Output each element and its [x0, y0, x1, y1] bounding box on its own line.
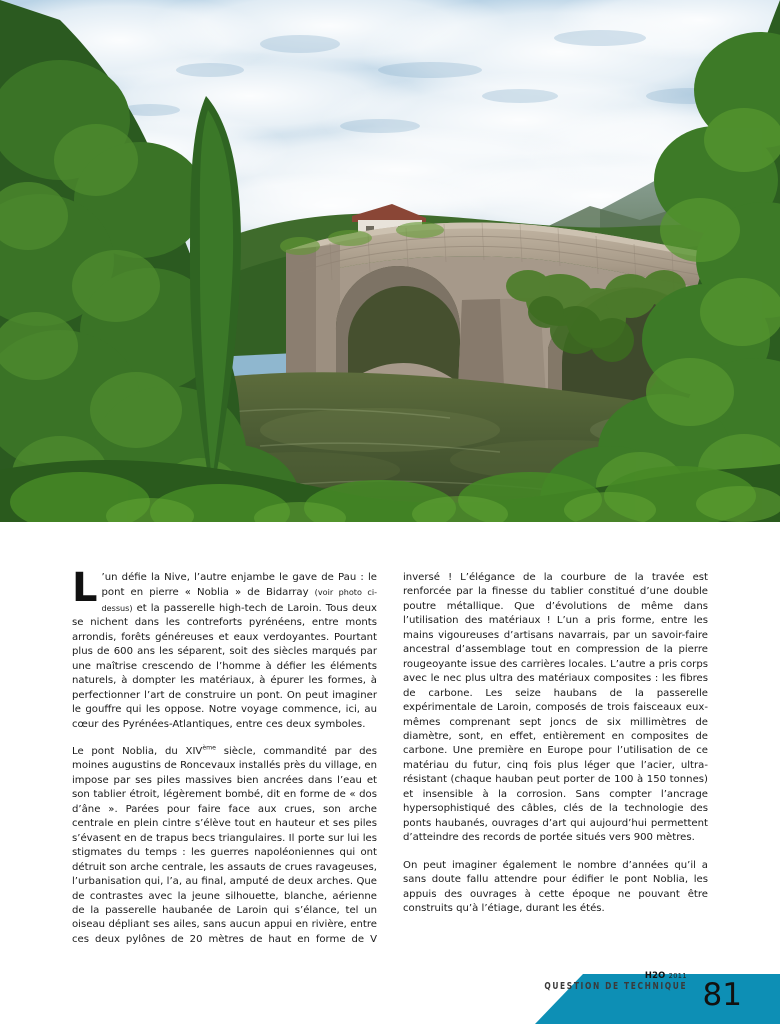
footer-content: [520, 966, 780, 1024]
footer-brand: [645, 970, 687, 980]
main-before-sup: Le pont Noblia, du XIV: [72, 745, 203, 757]
intro-rest: et la passerelle high-tech de Laroin. Tous deux se nichent dans les contreforts pyrénéens, entre monts arrondis, forêts généreuses et eaux verdoyantes. Pourtant plus de 600 ans les séparent, soit des siècles marqués par une maîtrise crescendo de l’homme à défier les éléments naturels, à dompter les matériaux, à épurer les formes, à perfectionner l’art de construire un pont. On peut imaginer le gouffre qui les oppose. Notre voyage commence, ici, au cœur des Pyrénées-Atlantiques, entre ces deux symboles.: [72, 602, 377, 730]
paragraph-intro: [72, 565, 377, 732]
article-body: [72, 565, 708, 953]
intro-lead: ’un défie la Nive, l’autre enjambe le gave de Pau : le pont en pierre « Noblia » de Bidarray: [101, 572, 377, 599]
photo-reference-note: (voir photo ci-dessus): [101, 587, 377, 613]
drop-cap: L: [72, 565, 98, 611]
page-number: 81: [702, 977, 742, 1013]
ordinal-suffix: ème: [202, 744, 216, 752]
paragraph-closing: On peut imaginer également le nombre d’années qu’il a sans doute fallu attendre pour édifier le pont Noblia, les appuis des ouvrages à cette époque ne pouvant être construits qu’à l’étiage, durant les étés.: [403, 859, 708, 914]
brand-name: H2O: [644, 970, 666, 980]
page-footer: [0, 966, 780, 1024]
brand-year: 2011: [668, 972, 687, 980]
main-after-sup: siècle, commandité par des moines augustins de Roncevaux installés près du village, en impose par ses piles massives bien ancrées dans l’eau et son tablier étroit, légèrement bombé, dit en forme de « dos d’âne ». Parées pour faire face aux crues, son arche centrale en plein cintre s’élève tout en hauteur et ses piles s’évasent en de trapus becs triangulaires. Il porte sur lui les stigmates du temps : les guerres napoléoniennes qui ont détruit son arche centrale, les assauts de crues ravageuses, l’urbanisation qui, l’a, au final, amputé de deux arches. Que de contrastes avec la jeune silhouette, blanche, aérienne de la passerelle haubanée de Laroin qui s’élance, tel un oiseau dépliant ses ailes, sans aucun appui en rivière, entre ces deux pylônes de 20 mètres de haut en forme de V inversé ! L’élégance de la courbure de la travée est renforcée par la finesse du tablier constitué d’une double poutre métallique. Que d’évolutions de même dans l’utilisation des matériaux ! L’un a pris forme, entre les mains vigoureuses d’artisans navarrais, par un savoir-faire ancestral d’assemblage tout en compression de la pierre rougeoyante issue des carrières locales. L’autre a pris corps avec le nec plus ultra des matériaux composites : les fibres de carbone. Les seize haubans de la passerelle expérimentale de Laroin, composés de trois faisceaux eux-mêmes comprenant sept joncs de six millimètres de diamètre, sont, en effet, entièrement en composites de carbone. Une première en Europe pour l’utilisation de ce matériau du futur, cinq fois plus léger que l’acier, ultra-résistant (chaque hauban peut porter de 100 à 150 tonnes) et insensible à la corrosion. Sans compter l’ancrage hypersophistiqué des câbles, clés de la technologie des ponts haubanés, ouvrages d’art qui aujourd’hui permettent d’atteindre des records de portée situés vers 900 mètres.: [72, 572, 708, 945]
footer-rubric: QUESTION DE TECHNIQUE: [544, 981, 687, 992]
